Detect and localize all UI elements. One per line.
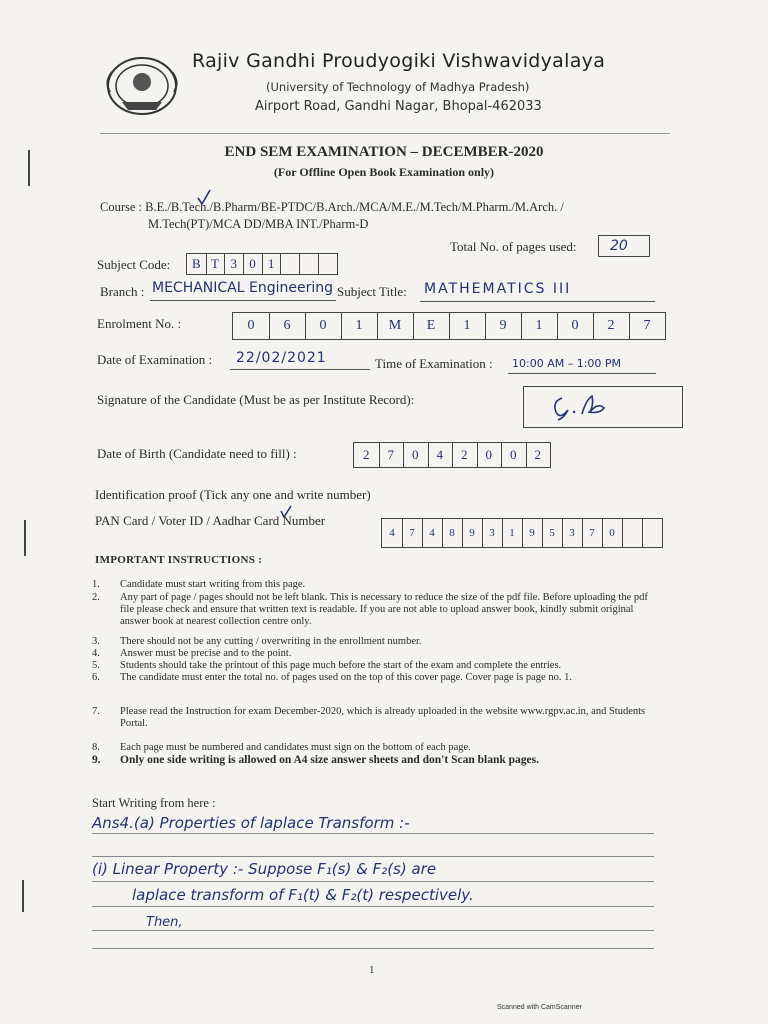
digit-cell: E [413,313,450,339]
digit-cell: 9 [485,313,522,339]
exam-date-label: Date of Examination : [97,352,213,367]
enrolment-label: Enrolment No. : [97,316,182,331]
header-divider [100,133,670,134]
instruction-text: There should not be any cutting / overwriting in the enrollment number. [120,636,422,647]
tick-mark-icon [279,505,293,519]
page-number: 1 [369,964,375,976]
instruction-number: 5. [92,660,100,671]
university-logo-icon [100,52,184,120]
answer-rule [92,930,654,931]
digit-cell: 2 [526,443,552,467]
instruction-number: 9. [92,754,101,766]
digit-cell [642,519,663,547]
digit-cell: 1 [502,519,523,547]
digit-cell: 2 [593,313,630,339]
instruction-text: Any part of page / pages should not be left blank. This is necessary to reduce the size of the pdf file. Before uploading the pdf file please check and ensure that written text is readable. If you are not able to upload answer book, kindly submit original answer book at nearest collection centre only. [120,592,648,627]
digit-cell: 2 [452,443,478,467]
signature-label: Signature of the Candidate (Must be as per Institute Record): [97,392,415,407]
enrolment-box[interactable] [232,312,666,340]
digit-cell [318,254,338,274]
instruction-text: Answer must be precise and to the point. [120,648,292,659]
digit-cell: 4 [422,519,443,547]
answer-line-4: Then, [146,915,183,930]
candidate-signature-icon [548,390,618,424]
digit-cell: 7 [402,519,423,547]
subject-code-label: Subject Code: [97,257,171,272]
digit-cell: 1 [341,313,378,339]
instruction-text: Each page must be numbered and candidates must sign on the bottom of each page. [120,742,471,753]
instruction-text: The candidate must enter the total no. of pages used on the top of this cover page. Cover page is page no. 1. [120,672,572,683]
start-writing-label: Start Writing from here : [92,796,216,810]
instruction-number: 7. [92,706,100,717]
digit-cell: 8 [442,519,463,547]
digit-cell: M [377,313,414,339]
identification-options: PAN Card / Voter ID / Aadhar Card Number [95,513,326,528]
margin-mark [24,520,26,556]
instruction-text: Please read the Instruction for exam December-2020, which is already uploaded in the website www.rgpv.ac.in, and Students Portal. [120,706,646,729]
digit-cell: 1 [521,313,558,339]
answer-rule [92,948,654,949]
branch-value: MECHANICAL Engineering [152,280,334,296]
subject-title-label: Subject Title: [337,284,407,299]
digit-cell: 3 [224,254,244,274]
identification-label: Identification proof (Tick any one and write number) [95,487,371,502]
digit-cell: 0 [243,254,263,274]
instruction-number: 8. [92,742,100,753]
exam-time-label: Time of Examination : [375,356,493,371]
digit-cell [299,254,319,274]
instruction-text: Candidate must start writing from this page. [120,579,306,590]
answer-line-2: (i) Linear Property :- Suppose F₁(s) & F₂(s) are [92,860,437,878]
digit-cell: 3 [482,519,503,547]
digit-cell: 9 [522,519,543,547]
digit-cell: 2 [354,443,380,467]
instruction-number: 3. [92,636,100,647]
exam-date-underline [230,369,370,370]
digit-cell: 4 [428,443,454,467]
answer-rule [92,856,654,857]
instruction-number: 4. [92,648,100,659]
subject-title-underline [420,301,655,302]
digit-cell: 0 [501,443,527,467]
university-address: Airport Road, Gandhi Nagar, Bhopal-462033 [255,99,542,114]
digit-cell [281,254,301,274]
digit-cell: 0 [305,313,342,339]
answer-line-1: Ans4.(a) Properties of laplace Transform :- [92,814,410,832]
exam-date-value: 22/02/2021 [236,350,327,366]
subject-code-box[interactable] [186,253,338,275]
answer-rule [92,833,654,834]
digit-cell: T [206,254,226,274]
exam-subtitle: (For Offline Open Book Examination only) [273,165,495,179]
digit-cell: 4 [382,519,403,547]
digit-cell: 7 [379,443,405,467]
instructions-heading: IMPORTANT INSTRUCTIONS : [95,554,263,566]
answer-rule [92,881,654,882]
dob-box[interactable] [353,442,551,468]
identification-number-box[interactable] [381,518,663,548]
digit-cell: 5 [542,519,563,547]
branch-label: Branch : [100,284,145,299]
scanner-footer: Scanned with CamScanner [497,1004,582,1011]
branch-underline [150,300,336,301]
instruction-text: Students should take the printout of this page much before the start of the exam and complete the entries. [120,660,562,671]
subject-title-value: MATHEMATICS III [424,281,572,297]
digit-cell: B [187,254,207,274]
digit-cell: 1 [262,254,282,274]
instruction-number: 6. [92,672,100,683]
digit-cell: 1 [449,313,486,339]
digit-cell: 0 [477,443,503,467]
tick-mark-icon [196,188,212,206]
dob-label: Date of Birth (Candidate need to fill) : [97,446,297,461]
digit-cell: 7 [582,519,603,547]
digit-cell: 0 [557,313,594,339]
digit-cell: 9 [462,519,483,547]
margin-mark [22,880,24,912]
instruction-text: Only one side writing is allowed on A4 size answer sheets and don't Scan blank pages. [120,754,539,766]
course-line-2: M.Tech(PT)/MCA DD/MBA INT./Pharm-D [148,217,369,231]
digit-cell: 3 [562,519,583,547]
instruction-number: 1. [92,579,100,590]
university-subtitle: (University of Technology of Madhya Pradesh) [266,80,530,94]
university-name: Rajiv Gandhi Proudyogiki Vishwavidyalaya [192,50,606,72]
pages-used-label: Total No. of pages used: [450,239,577,254]
exam-time-underline [508,373,656,374]
digit-cell [622,519,643,547]
instruction-number: 2. [92,592,100,603]
digit-cell: 0 [602,519,623,547]
exam-time-value: 10:00 AM – 1:00 PM [512,357,622,370]
digit-cell: 7 [629,313,666,339]
answer-rule [92,906,654,907]
digit-cell: 6 [269,313,306,339]
answer-line-3: laplace transform of F₁(t) & F₂(t) respectively. [132,886,474,904]
course-line-1: Course : B.E./B.Tech./B.Pharm/BE-PTDC/B.Arch./MCA/M.E./M.Tech/M.Pharm./M.Arch. / [100,200,564,214]
exam-title: END SEM EXAMINATION – DECEMBER-2020 [224,144,544,160]
digit-cell: 0 [403,443,429,467]
pages-used-value: 20 [610,238,628,254]
digit-cell: 0 [233,313,270,339]
